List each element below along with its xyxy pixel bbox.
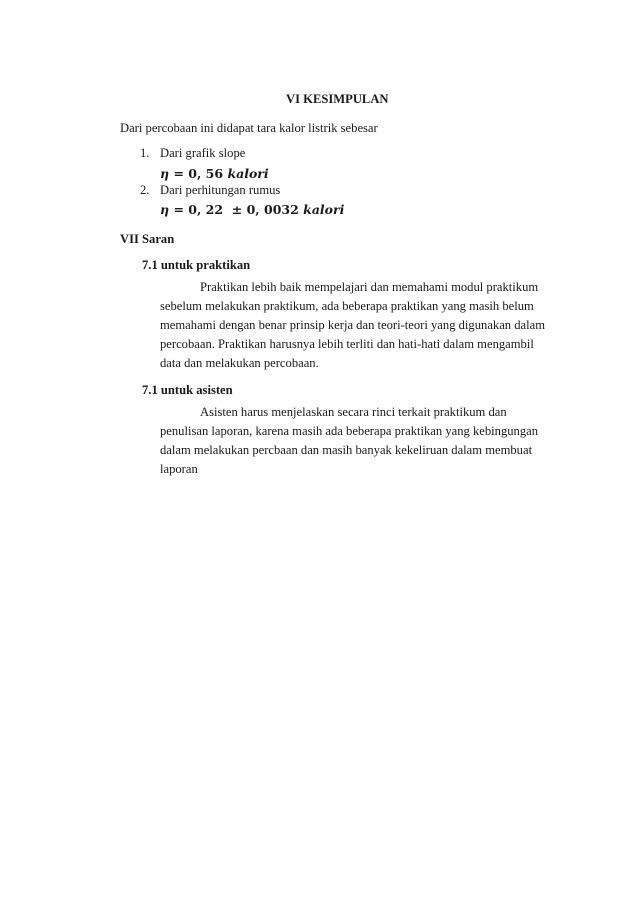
list-item-label: Dari perhitungan rumus bbox=[160, 183, 281, 197]
paragraph-line: Asisten harus menjelaskan secara rinci terkait praktikum dan bbox=[200, 405, 507, 419]
paragraph-line: laporan bbox=[160, 462, 198, 476]
section-title-saran: VII Saran bbox=[120, 232, 175, 246]
paragraph-line: Praktikan lebih baik mempelajari dan memahami modul praktikum bbox=[200, 280, 539, 294]
formula-value: 0, 22 ± 0, 0032 bbox=[188, 202, 304, 217]
paragraph-line: dalam melakukan percbaan dan masih banyak kekeliruan dalam membuat bbox=[160, 443, 533, 457]
list-item-number: 2. bbox=[140, 183, 150, 197]
section-title-kesimpulan: VI KESIMPULAN bbox=[286, 92, 389, 106]
equals-sign: = bbox=[169, 166, 189, 181]
conclusion-intro: Dari percobaan ini didapat tara kalor listrik sebesar bbox=[120, 121, 378, 135]
list-item-label: Dari grafik slope bbox=[160, 146, 246, 160]
paragraph-line: percobaan. Praktikan harusnya lebih terliti dan hati-hati dalam mengambil bbox=[160, 337, 534, 351]
subsection-heading-asisten: 7.1 untuk asisten bbox=[142, 383, 233, 397]
subsection-heading-praktikan: 7.1 untuk praktikan bbox=[142, 258, 251, 272]
formula-unit: kalori bbox=[227, 166, 269, 181]
paragraph-line: penulisan laporan, karena masih ada beberapa praktikan yang kebingungan bbox=[160, 424, 539, 438]
formula-value: 0, 56 bbox=[188, 166, 228, 181]
eta-symbol: η bbox=[160, 166, 170, 181]
equals-sign: = bbox=[169, 202, 189, 217]
list-item-number: 1. bbox=[140, 146, 150, 160]
paragraph-line: sebelum melakukan praktikum, ada beberapa praktikan yang masih belum bbox=[160, 299, 534, 313]
formula-slope bbox=[160, 166, 269, 181]
paragraph-line: memahami dengan benar prinsip kerja dan teori-teori yang digunakan dalam bbox=[160, 318, 546, 332]
paragraph-line: data dan melakukan percobaan. bbox=[160, 356, 319, 370]
formula-rumus bbox=[160, 202, 344, 217]
eta-symbol: η bbox=[160, 202, 170, 217]
formula-unit: kalori bbox=[303, 202, 345, 217]
